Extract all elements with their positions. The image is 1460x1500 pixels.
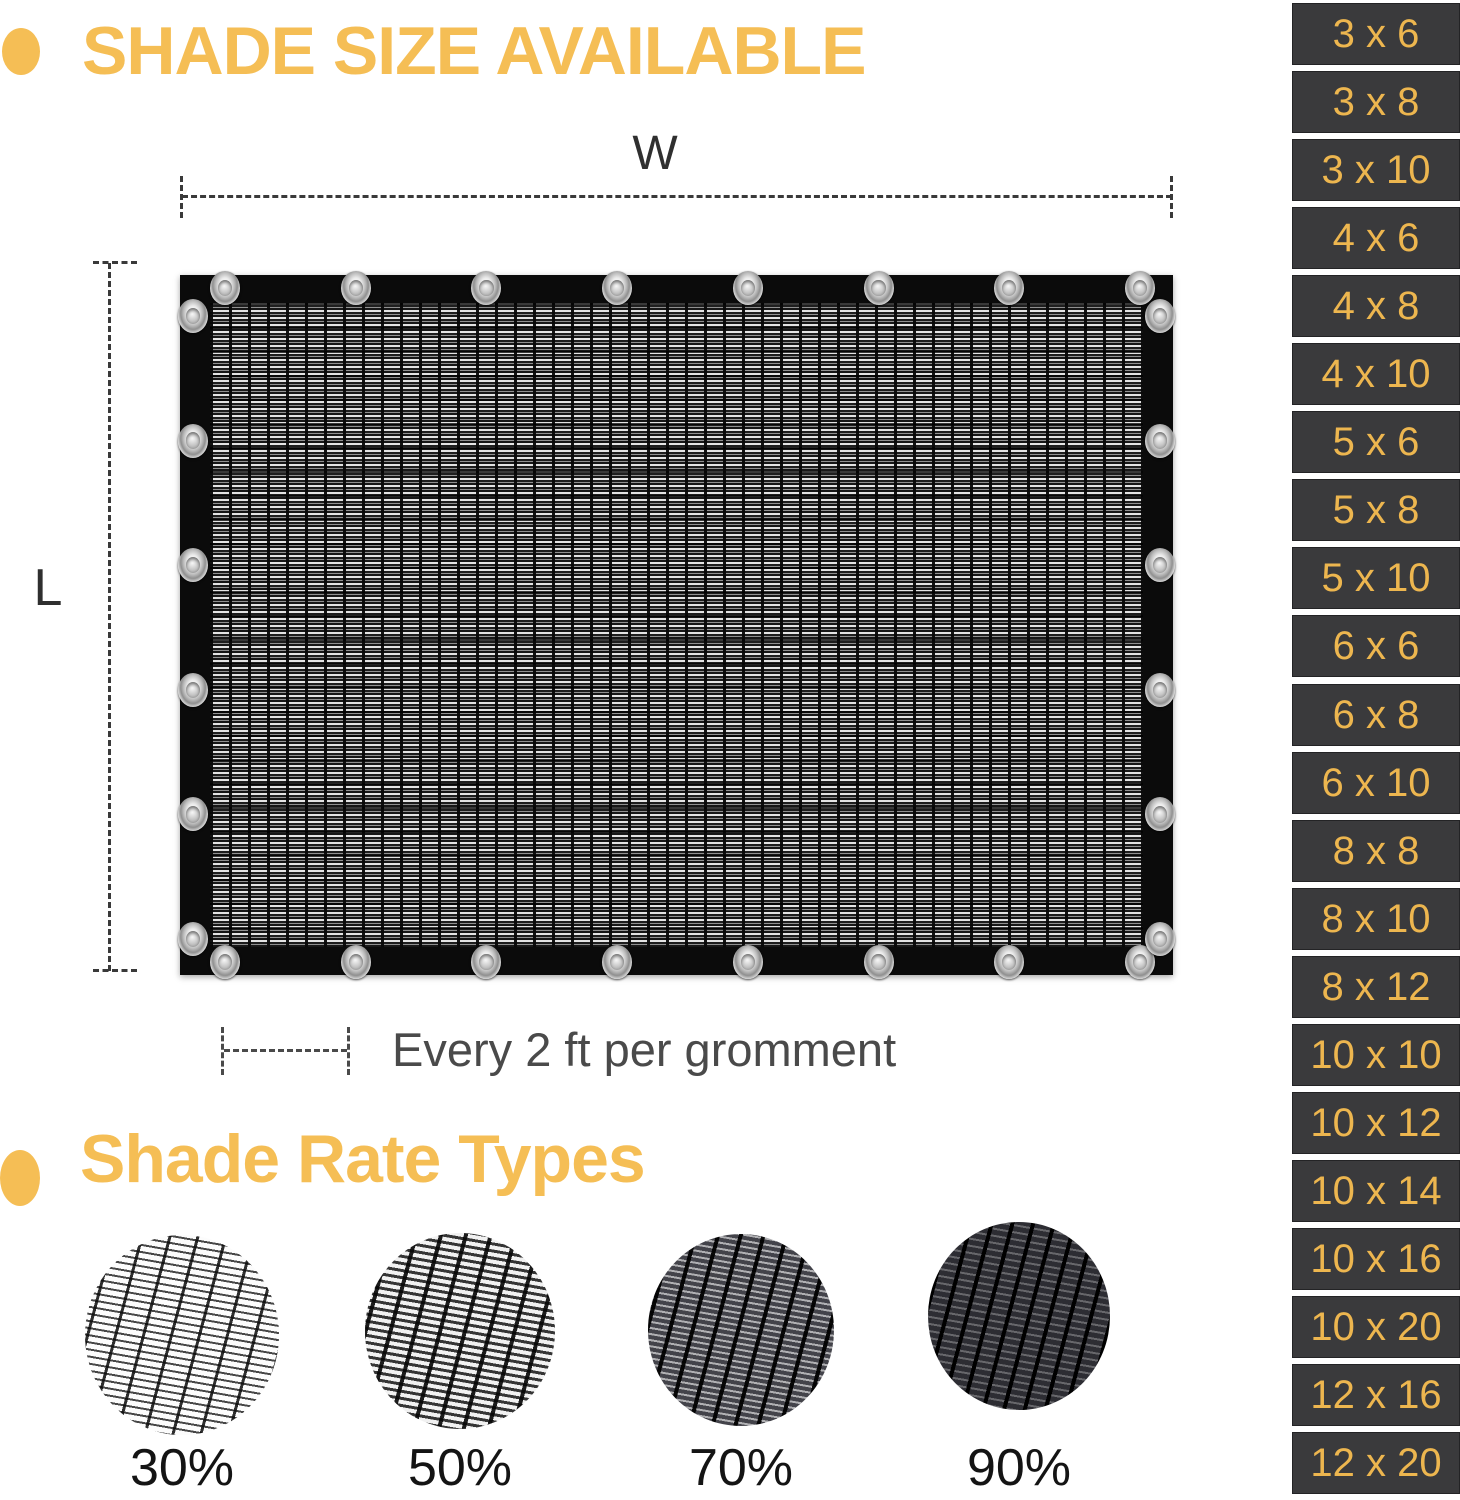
size-option: 4 x 6 [1292, 207, 1460, 269]
size-option: 6 x 6 [1292, 615, 1460, 677]
size-option: 10 x 16 [1292, 1228, 1460, 1290]
length-label: L [33, 559, 63, 617]
size-option: 8 x 8 [1292, 820, 1460, 882]
shade-sample-circle [85, 1235, 279, 1435]
size-option: 3 x 6 [1292, 3, 1460, 65]
shade-sample-percent: 50% [407, 1439, 513, 1497]
size-option: 8 x 10 [1292, 888, 1460, 950]
shade-sample-circle [648, 1234, 834, 1426]
shade-sample-percent: 70% [688, 1439, 794, 1497]
size-option: 8 x 12 [1292, 956, 1460, 1018]
page-title: SHADE SIZE AVAILABLE [82, 13, 866, 89]
size-option: 12 x 16 [1292, 1364, 1460, 1426]
shade-sample-percent: 90% [966, 1439, 1072, 1497]
size-option: 6 x 8 [1292, 684, 1460, 746]
shade-rate-title: Shade Rate Types [80, 1121, 645, 1197]
size-option: 10 x 14 [1292, 1160, 1460, 1222]
size-option: 10 x 10 [1292, 1024, 1460, 1086]
size-option: 4 x 8 [1292, 275, 1460, 337]
width-label: W [632, 127, 678, 180]
grommet-spacing-note: Every 2 ft per gromment [392, 1023, 897, 1076]
size-option: 4 x 10 [1292, 343, 1460, 405]
size-option: 10 x 20 [1292, 1296, 1460, 1358]
shade-sample-circle [928, 1222, 1110, 1410]
size-option: 5 x 10 [1292, 547, 1460, 609]
size-option: 12 x 20 [1292, 1432, 1460, 1494]
size-option: 3 x 10 [1292, 139, 1460, 201]
size-option: 10 x 12 [1292, 1092, 1460, 1154]
size-option: 6 x 10 [1292, 752, 1460, 814]
shade-sample-circle [365, 1233, 555, 1429]
size-option: 5 x 8 [1292, 479, 1460, 541]
size-option: 5 x 6 [1292, 411, 1460, 473]
size-list [1292, 0, 1460, 1500]
size-option: 3 x 8 [1292, 71, 1460, 133]
shade-sample-percent: 30% [129, 1439, 235, 1497]
